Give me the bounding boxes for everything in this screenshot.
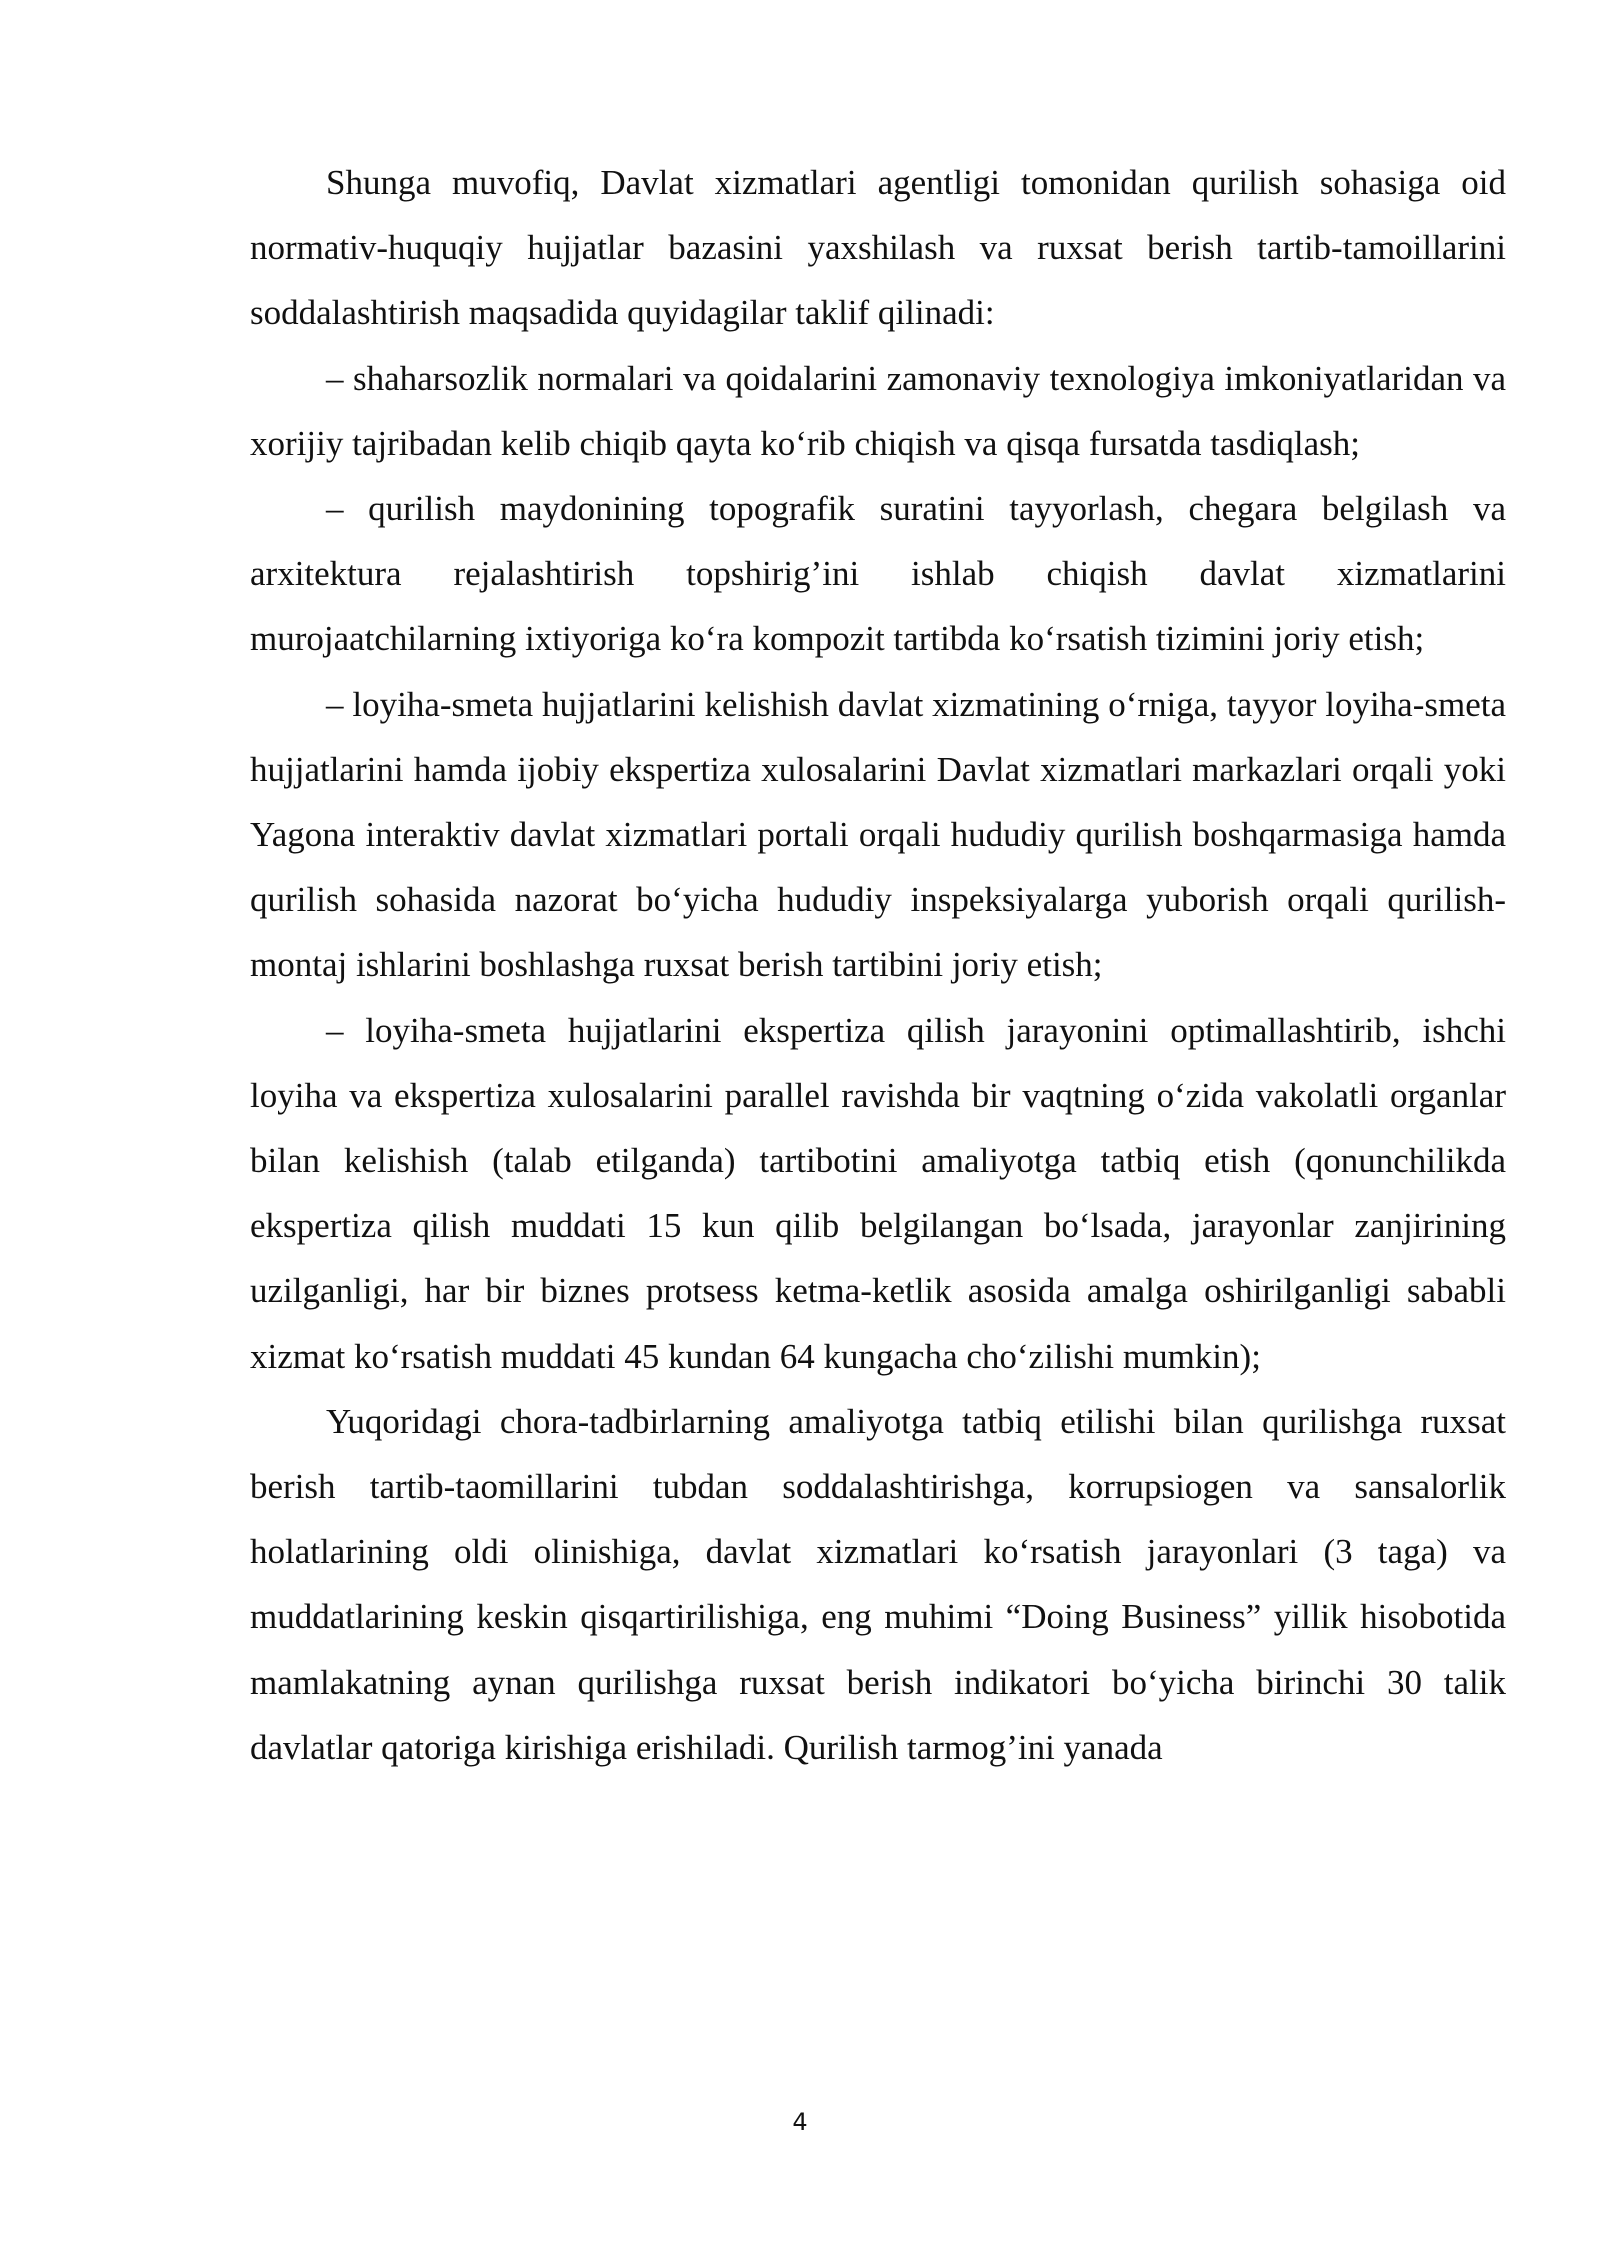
page-number: 4 — [792, 2108, 808, 2136]
list-item-topographic-survey: – qurilish maydonining topografik suratini tayyorlash, chegara belgilash va arxitektura rejalashtirish topshirig’ini ishlab chiqish davlat xizmatlarini murojaatchilarning ixtiyoriga ko‘ra kompozit tartibda ko‘rsatish tizimini joriy etish; — [250, 489, 1506, 659]
paragraph-conclusion: Yuqoridagi chora-tadbirlarning amaliyotga tatbiq etilishi bilan qurilishga ruxsat berish tartib-taomillarini tubdan soddalashtirishga, korrupsiogen va sansalorlik holatlarining oldi olinishiga, davlat xizmatlari ko‘rsatish jarayonlari (3 taga) va muddatlarining keskin qisqartirilishiga, eng muhimi “Doing Business” yillik hisobotida mamlakatning aynan qurilishga ruxsat berish indikatori bo‘yicha birinchi 30 talik davlatlar qatoriga kirishiga erishiladi. Qurilish tarmog’ini yanada — [250, 1401, 1506, 1767]
paragraph-intro: Shunga muvofiq, Davlat xizmatlari agentligi tomonidan qurilish sohasiga oid normativ-huquqiy hujjatlar bazasini yaxshilash va ruxsat berish tartib-tamoillarini soddalashtirish maqsadida quyidagilar taklif qilinadi: — [250, 163, 1506, 333]
list-item-design-estimate-approval: – loyiha-smeta hujjatlarini kelishish davlat xizmatining o‘rniga, tayyor loyiha-smeta hujjatlarini hamda ijobiy ekspertiza xulosalarini Davlat xizmatlari markazlari orqali yoki Yagona interaktiv davlat xizmatlari portali orqali hududiy qurilish boshqarmasiga hamda qurilish sohasida nazorat bo‘yicha hududiy inspeksiyalarga yuborish orqali qurilish-montaj ishlarini boshlashga ruxsat berish tartibini joriy etish; — [250, 684, 1506, 985]
list-item-expertise-optimization: – loyiha-smeta hujjatlarini ekspertiza qilish jarayonini optimallashtirib, ishchi loyiha va ekspertiza xulosalarini parallel ravishda bir vaqtning o‘zida vakolatli organlar bilan kelishish (talab etilganda) tartibotini amaliyotga tatbiq etish (qonunchilikda ekspertiza qilish muddati 15 kun qilib belgilangan bo‘lsada, jarayonlar zanjirining uzilganligi, har bir biznes protsess ketma-ketlik asosida amalga oshirilganligi sababli xizmat ko‘rsatish muddati 45 kundan 64 kungacha cho‘zilishi mumkin); — [250, 1010, 1506, 1376]
body-text — [250, 150, 1506, 1780]
list-item-urban-norms: – shaharsozlik normalari va qoidalarini zamonaviy texnologiya imkoniyatlaridan va xorijiy tajribadan kelib chiqib qayta ko‘rib chiqish va qisqa fursatda tasdiqlash; — [250, 358, 1506, 463]
